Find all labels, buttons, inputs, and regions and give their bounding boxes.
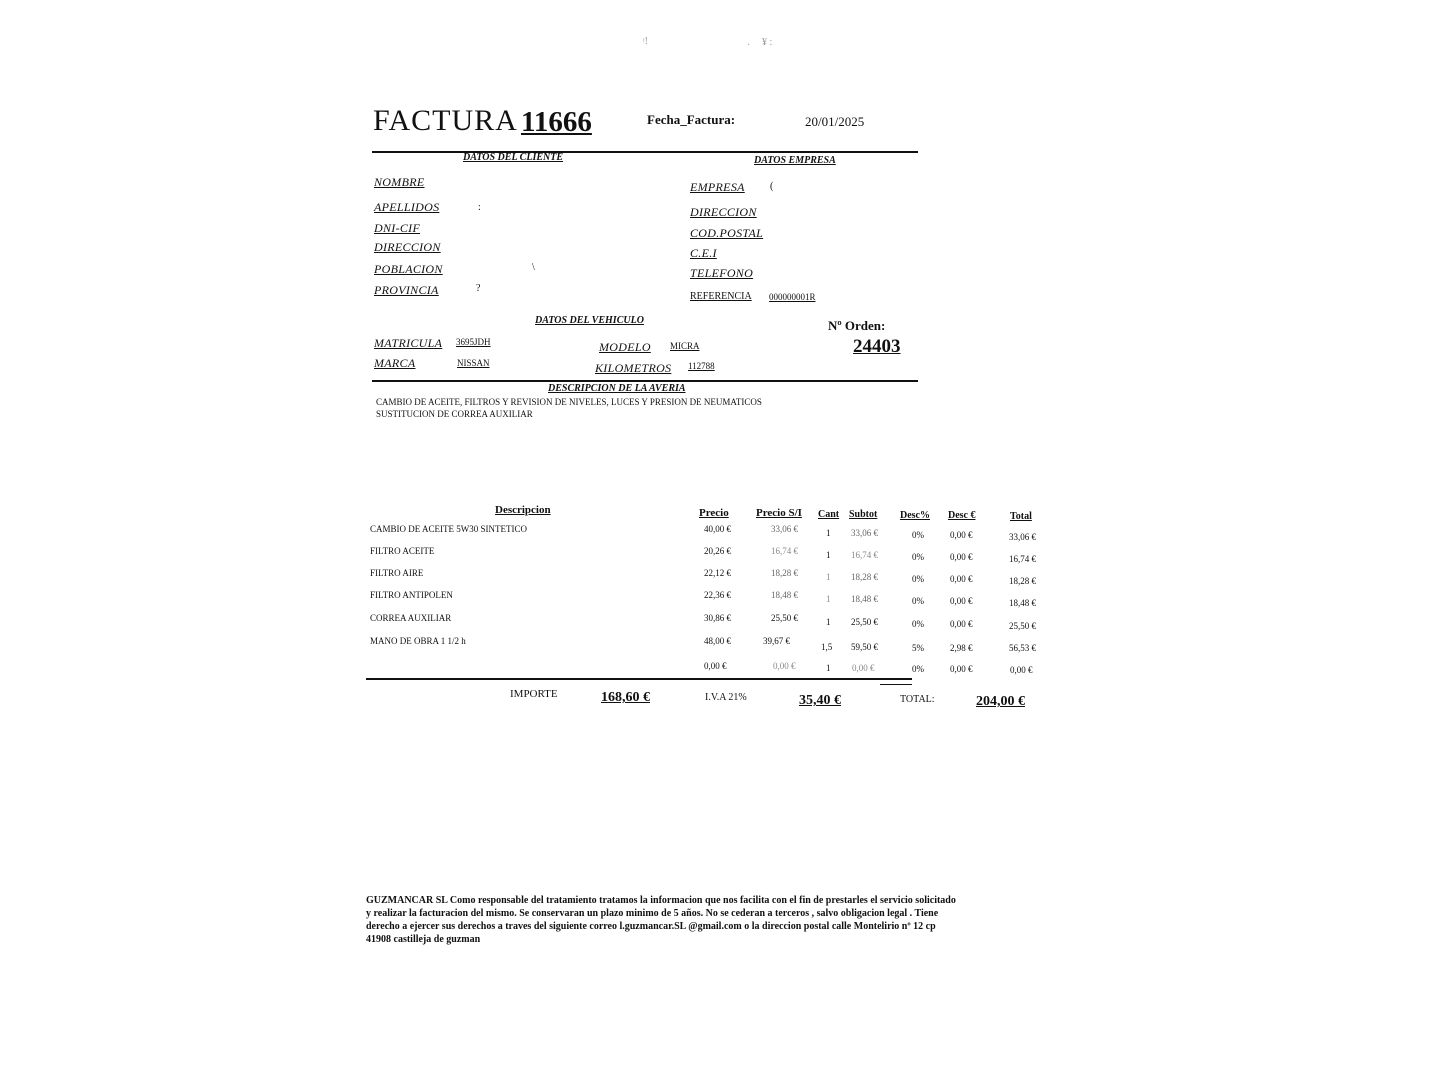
scan-mark: ᵎ! — [643, 36, 648, 47]
table-bottom-rule — [366, 678, 912, 680]
company-label-direccion: DIRECCION — [690, 205, 757, 219]
table-row — [0, 568, 1440, 588]
invoice-number: 11666 — [521, 106, 592, 138]
table-row — [0, 613, 1440, 633]
fault-line: SUSTITUCION DE CORREA AUXILIAR — [376, 409, 533, 419]
cell-desc: FILTRO ACEITE — [370, 546, 435, 556]
cell-precio: 0,00 € — [704, 661, 727, 671]
company-label-cei: C.E.I — [690, 246, 717, 260]
client-label-provincia: PROVINCIA — [374, 283, 439, 297]
cell-precio: 22,36 € — [704, 590, 731, 600]
col-header-precio: Precio — [699, 507, 729, 519]
cell-desc-pct: 0% — [912, 664, 924, 674]
client-label-poblacion: POBLACION — [374, 262, 443, 276]
cell-total: 18,28 € — [1009, 576, 1036, 586]
invoice-date: 20/01/2025 — [805, 114, 865, 129]
col-header-desc-eur: Desc € — [948, 510, 976, 521]
cell-desc: FILTRO AIRE — [370, 568, 424, 578]
company-value-referencia: 000000001R — [769, 292, 816, 302]
cell-total: 56,53 € — [1009, 643, 1036, 653]
cell-desc: CAMBIO DE ACEITE 5W30 SINTETICO — [370, 524, 527, 534]
cell-subtot: 16,74 € — [851, 550, 878, 560]
col-header-total: Total — [1010, 511, 1032, 522]
cell-desc-pct: 5% — [912, 643, 924, 653]
notice-line: 41908 castilleja de guzman — [366, 934, 481, 945]
company-label-codpostal: COD.POSTAL — [690, 226, 764, 240]
cell-cant: 1 — [826, 528, 831, 538]
vehicle-plate-value: 3695JDH — [456, 337, 491, 347]
cell-desc-eur: 2,98 € — [950, 643, 973, 653]
total-label: TOTAL: — [900, 694, 935, 705]
scan-mark: ¥ : — [762, 37, 773, 48]
fault-title: DESCRIPCION DE LA AVERIA — [548, 383, 686, 394]
cell-total: 25,50 € — [1009, 621, 1036, 631]
company-label-empresa: EMPRESA — [690, 180, 745, 194]
vehicle-model-value: MICRA — [670, 341, 700, 351]
cell-total: 33,06 € — [1009, 532, 1036, 542]
table-row — [0, 636, 1440, 656]
vehicle-divider — [372, 380, 918, 382]
col-header-cant: Cant — [818, 509, 840, 520]
cell-desc-eur: 0,00 € — [950, 619, 973, 629]
table-row — [0, 590, 1440, 610]
invoice-date-label: Fecha_Factura: — [647, 112, 736, 127]
cell-desc-eur: 0,00 € — [950, 530, 973, 540]
vehicle-km-label: KILOMETROS — [595, 361, 672, 375]
client-label-nombre: NOMBRE — [374, 175, 425, 189]
cell-precio-si: 33,06 € — [771, 524, 798, 534]
vehicle-section-title: DATOS DEL VEHICULO — [535, 315, 644, 326]
invoice-title: FACTURA — [373, 104, 518, 137]
col-header-descripcion: Descripcion — [495, 504, 551, 516]
table-bottom-rule-tick — [880, 684, 912, 685]
vehicle-plate-label: MATRICULA — [374, 336, 443, 350]
cell-precio: 20,26 € — [704, 546, 731, 556]
client-label-dni: DNI-CIF — [374, 221, 421, 235]
company-section-title: DATOS EMPRESA — [754, 155, 836, 166]
cell-precio: 22,12 € — [704, 568, 731, 578]
client-value-provincia: ? — [476, 283, 481, 294]
cell-cant: 1 — [826, 572, 831, 582]
cell-desc: MANO DE OBRA 1 1/2 h — [370, 636, 466, 646]
cell-desc: FILTRO ANTIPOLEN — [370, 590, 453, 600]
table-row — [0, 546, 1440, 566]
cell-subtot: 25,50 € — [851, 617, 878, 627]
cell-desc-pct: 0% — [912, 574, 924, 584]
client-label-direccion: DIRECCION — [374, 240, 441, 254]
cell-desc-pct: 0% — [912, 619, 924, 629]
cell-desc-eur: 0,00 € — [950, 552, 973, 562]
iva-value: 35,40 € — [799, 693, 841, 708]
company-value-empresa: ( — [770, 181, 774, 192]
total-value: 204,00 € — [976, 694, 1025, 709]
cell-precio: 30,86 € — [704, 613, 731, 623]
vehicle-km-value: 112788 — [688, 361, 715, 371]
cell-precio: 40,00 € — [704, 524, 731, 534]
cell-precio-si: 18,48 € — [771, 590, 798, 600]
client-value-apellidos: : — [478, 202, 481, 213]
vehicle-brand-value: NISSAN — [457, 358, 490, 368]
cell-total: 18,48 € — [1009, 598, 1036, 608]
header-divider — [372, 151, 918, 153]
cell-precio-si: 18,28 € — [771, 568, 798, 578]
notice-line: derecho a ejercer sus derechos a traves del siguiente correo l.guzmancar.SL @gmail.com o la direccion postal calle Montelirio nº 12 cp — [366, 921, 936, 932]
client-section-title: DATOS DEL CLIENTE — [463, 152, 564, 163]
cell-desc-pct: 0% — [912, 596, 924, 606]
importe-label: IMPORTE — [510, 688, 558, 700]
cell-precio-si: 16,74 € — [771, 546, 798, 556]
cell-desc-eur: 0,00 € — [950, 664, 973, 674]
scan-mark: · — [747, 40, 751, 51]
cell-total: 0,00 € — [1010, 665, 1033, 675]
cell-cant: 1,5 — [821, 642, 833, 652]
notice-line: GUZMANCAR SL Como responsable del tratamiento tratamos la informacion que nos facilita con el fin de prestarles el servicio solicitado — [366, 895, 956, 906]
cell-desc-eur: 0,00 € — [950, 596, 973, 606]
cell-subtot: 0,00 € — [852, 663, 875, 673]
iva-label: I.V.A 21% — [705, 692, 747, 703]
order-label: Nº Orden: — [828, 318, 886, 333]
cell-cant: 1 — [826, 663, 831, 673]
company-label-referencia: REFERENCIA — [690, 291, 752, 302]
client-value-poblacion: \ — [532, 262, 535, 273]
vehicle-model-label: MODELO — [599, 340, 651, 354]
vehicle-brand-label: MARCA — [374, 356, 416, 370]
client-label-apellidos: APELLIDOS — [374, 200, 440, 214]
cell-desc-eur: 0,00 € — [950, 574, 973, 584]
cell-precio: 48,00 € — [704, 636, 731, 646]
fault-line: CAMBIO DE ACEITE, FILTROS Y REVISION DE NIVELES, LUCES Y PRESION DE NEUMATICOS — [376, 397, 762, 407]
notice-line: y realizar la facturacion del mismo. Se conservaran un plazo minimo de 5 años. No se cederan a terceros , salvo obligacion legal . Tiene — [366, 908, 939, 919]
cell-subtot: 59,50 € — [851, 642, 878, 652]
cell-desc-pct: 0% — [912, 552, 924, 562]
table-row — [0, 524, 1440, 544]
cell-precio-si: 39,67 € — [763, 636, 790, 646]
importe-value: 168,60 € — [601, 690, 650, 705]
cell-subtot: 33,06 € — [851, 528, 878, 538]
order-number: 24403 — [853, 336, 901, 357]
cell-cant: 1 — [826, 550, 831, 560]
cell-cant: 1 — [826, 617, 831, 627]
col-header-desc-pct: Desc% — [900, 510, 930, 521]
cell-subtot: 18,48 € — [851, 594, 878, 604]
company-label-telefono: TELEFONO — [690, 266, 754, 280]
cell-precio-si: 25,50 € — [771, 613, 798, 623]
cell-desc-pct: 0% — [912, 530, 924, 540]
cell-cant: 1 — [826, 594, 831, 604]
cell-desc: CORREA AUXILIAR — [370, 613, 452, 623]
cell-total: 16,74 € — [1009, 554, 1036, 564]
cell-subtot: 18,28 € — [851, 572, 878, 582]
cell-precio-si: 0,00 € — [773, 661, 796, 671]
col-header-subtot: Subtot — [849, 509, 878, 520]
col-header-precio-si: Precio S/I — [756, 507, 802, 519]
